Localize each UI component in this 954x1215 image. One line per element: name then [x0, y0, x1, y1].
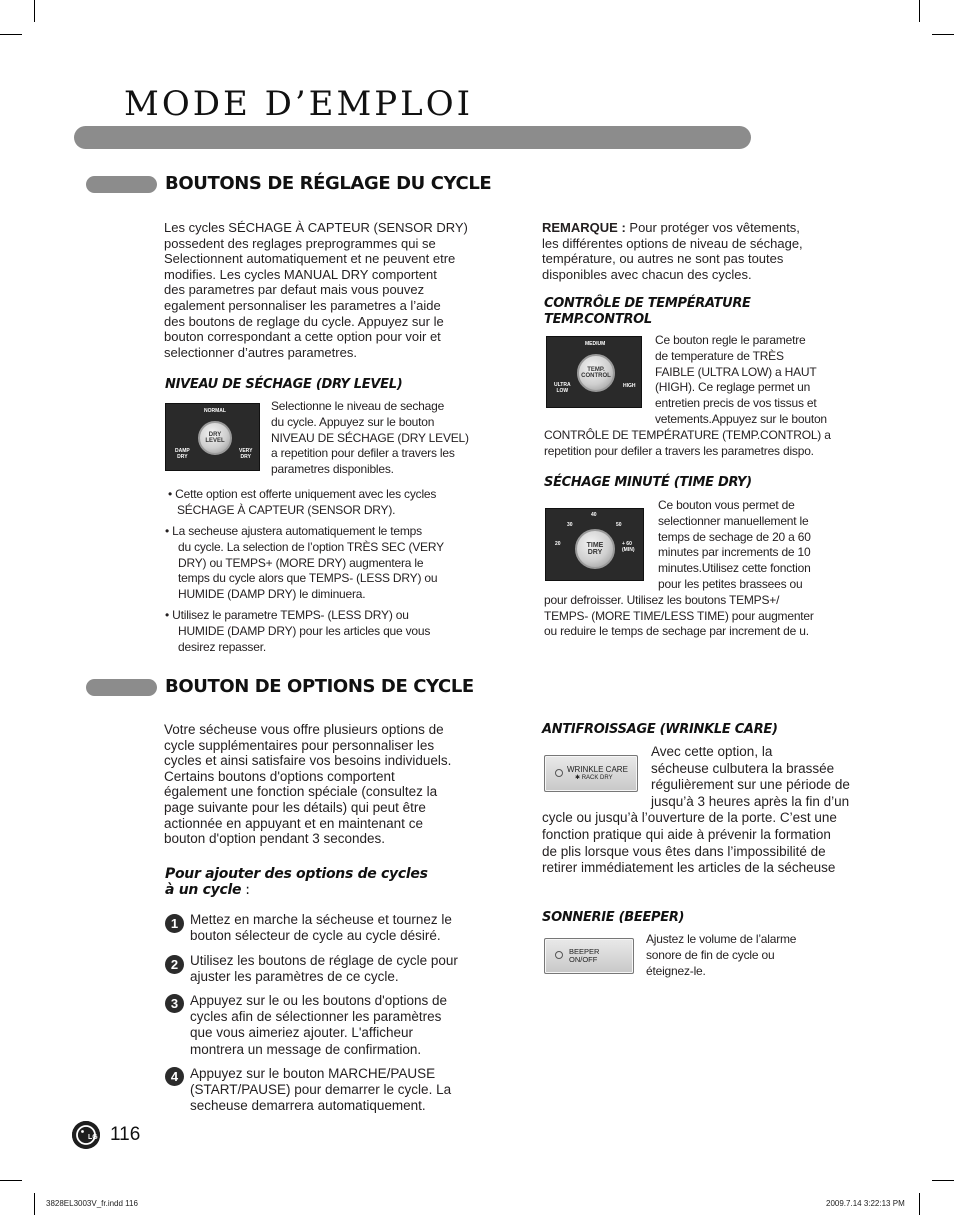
- time-dry-description: Ce bouton vous permet de selectionner manuellement le temps de sechage de 20 a 60 minutes par increments de 10 minutes.Utilisez cette fonction pour les petites brassees ou pour defroisser. Utilisez les boutons TEMPS+/ TEMPS- (MORE TIME/LESS TIME) pour augmenter ou reduire le temps de sechage par increment de u.: [544, 498, 814, 639]
- time-40-label: 40: [591, 512, 597, 518]
- section-heading-cycle-options: BOUTON DE OPTIONS DE CYCLE: [165, 676, 474, 697]
- dry-level-damp-label: DAMP DRY: [175, 448, 190, 460]
- temp-high-label: HIGH: [623, 383, 636, 389]
- crop-mark: [919, 0, 920, 22]
- dry-level-knob[interactable]: DRY LEVEL: [198, 421, 232, 455]
- section-heading-cycle-settings: BOUTONS DE RÉGLAGE DU CYCLE: [165, 173, 492, 194]
- dry-level-description: Selectionne le niveau de sechage du cycle. Appuyez sur le bouton NIVEAU DE SÉCHAGE (DRY LEVEL) a repetition pour defiler a travers les parametres disponibles.: [271, 399, 469, 477]
- dry-level-bullet: • Cette option est offerte uniquement avec les cycles SÉCHAGE À CAPTEUR (SENSOR DRY).: [168, 487, 437, 517]
- dry-level-normal-label: NORMAL: [204, 408, 226, 414]
- beeper-description: Ajustez le volume de l’alarme sonore de fin de cycle ou éteignez-le.: [646, 932, 797, 978]
- step-number: 1: [165, 914, 184, 933]
- header-bar: [74, 126, 751, 149]
- time-20-label: 20: [555, 541, 561, 547]
- footer-file-name: 3828EL3003V_fr.indd 116: [46, 1199, 138, 1208]
- temp-control-knob[interactable]: TEMP. CONTROL: [577, 354, 615, 392]
- wrinkle-care-title: ANTIFROISSAGE (WRINKLE CARE): [542, 722, 778, 737]
- dry-level-panel: [165, 403, 260, 471]
- time-60-label: + 60 (MIN): [622, 541, 635, 553]
- section-marker: [86, 176, 157, 193]
- footer-timestamp: 2009.7.14 3:22:13 PM: [826, 1199, 905, 1208]
- beeper-button-label: BEEPER ON/OFF: [569, 947, 600, 964]
- step-number: 4: [165, 1067, 184, 1086]
- temp-control-description: Ce bouton regle le parametre de temperature de TRÈS FAIBLE (ULTRA LOW) a HAUT (HIGH). Ce reglage permet un entretien precis de vos tissus et vetements.Appuyez sur le bouton CONTRÔLE DE TEMPÉRATURE (TEMP.CONTROL) a repetition pour defiler a travers les parametres dispo.: [544, 333, 831, 458]
- note-label: REMARQUE :: [542, 220, 626, 235]
- lg-logo: [72, 1121, 100, 1149]
- page-title: MODE D’EMPLOI: [124, 84, 474, 124]
- step-text: Utilisez les boutons de réglage de cycle pour ajuster les paramètres de ce cycle.: [190, 953, 458, 985]
- section-marker: [86, 679, 157, 696]
- cycle-options-intro: Votre sécheuse vous offre plusieurs options de cycle supplémentaires pour personnaliser les cycles et ainsi satisfaire vos besoins individuels. Certains boutons d'options comportent également une fonction spéciale (consultez la page suivante pour les détails) qui peut être actionnée en appuyant et en maintenant ce bouton d'option pendant 3 secondes.: [164, 722, 452, 847]
- rack-dry-label: ✱ RACK DRY: [575, 775, 613, 781]
- dry-level-very-label: VERY DRY: [239, 448, 253, 460]
- temp-medium-label: MEDIUM: [585, 341, 606, 347]
- dry-level-title: NIVEAU DE SÉCHAGE (DRY LEVEL): [165, 377, 403, 392]
- beeper-title: SONNERIE (BEEPER): [542, 910, 685, 925]
- step-text: Appuyez sur le bouton MARCHE/PAUSE (START/PAUSE) pour demarrer le cycle. La secheuse demarrera automatiquement.: [190, 1066, 452, 1114]
- beeper-button[interactable]: [544, 938, 634, 974]
- led-indicator-icon: [555, 951, 563, 959]
- step-text: Mettez en marche la sécheuse et tournez le bouton sélecteur de cycle au cycle désiré.: [190, 912, 452, 944]
- step-number: 3: [165, 994, 184, 1013]
- time-dry-title: SÉCHAGE MINUTÉ (TIME DRY): [544, 475, 752, 490]
- wrinkle-care-button-label: WRINKLE CARE: [567, 765, 628, 774]
- crop-mark: [932, 34, 954, 35]
- dry-level-bullet: • La secheuse ajustera automatiquement le temps du cycle. La selection de l’option TRÈS SEC (VERY DRY) ou TEMPS+ (MORE DRY) augmentera le temps du cycle alors que TEMPS- (LESS DRY) ou HUMIDE (DAMP DRY) le diminuera.: [165, 524, 444, 602]
- time-50-label: 50: [616, 522, 622, 528]
- dry-level-bullet: • Utilisez le parametre TEMPS- (LESS DRY) ou HUMIDE (DAMP DRY) pour les articles que vous desirez repasser.: [165, 608, 431, 654]
- page-number: 116: [110, 1124, 141, 1145]
- crop-mark: [34, 1193, 35, 1215]
- crop-mark: [34, 0, 35, 22]
- step-number: 2: [165, 955, 184, 974]
- note-paragraph: REMARQUE : Pour protéger vos vêtements, les différentes options de niveau de séchage, température, ou autres ne sont pas toutes disponibles avec chacun des cycles.: [542, 220, 803, 282]
- cycle-settings-intro: Les cycles SÉCHAGE À CAPTEUR (SENSOR DRY) possedent des reglages preprogrammes qui se Selectionnent automatiquement et ne peuvent etre modifies. Les cycles MANUAL DRY comportent des parametres par defaut mais vous pouvez egalement personnaliser les parametres a l’aide des boutons de reglage du cycle. Appuyez sur le bouton correspondant a cette option pour voir et selectionner d’autres parametres.: [164, 220, 468, 360]
- svg-text:LG: LG: [88, 1134, 98, 1141]
- crop-mark: [0, 1180, 22, 1181]
- time-30-label: 30: [567, 522, 573, 528]
- lg-logo-icon: [72, 1121, 100, 1149]
- time-dry-knob[interactable]: TIME DRY: [575, 529, 615, 569]
- add-options-title: Pour ajouter des options de cycles à un cycle :: [165, 866, 428, 898]
- temp-control-title: CONTRÔLE DE TEMPÉRATURE TEMP.CONTROL: [544, 296, 751, 327]
- wrinkle-care-description: Avec cette option, la sécheuse culbutera la brassée régulièrement sur une période de jusqu’à 3 heures après la fin d’un cycle ou jusqu’à l’ouverture de la porte. C’est une fonction pratique qui aide à prévenir la formation de plis lorsque vous êtes dans l’impossibilité de retirer immédiatement les articles de la sécheuse: [542, 744, 850, 876]
- crop-mark: [932, 1180, 954, 1181]
- crop-mark: [0, 34, 22, 35]
- step-text: Appuyez sur le ou les boutons d'options de cycles afin de sélectionner les paramètres que vous aimeriez ajouter. L'afficheur montrera un message de confirmation.: [190, 993, 448, 1057]
- temp-ultra-low-label: ULTRA LOW: [554, 382, 571, 394]
- crop-mark: [919, 1193, 920, 1215]
